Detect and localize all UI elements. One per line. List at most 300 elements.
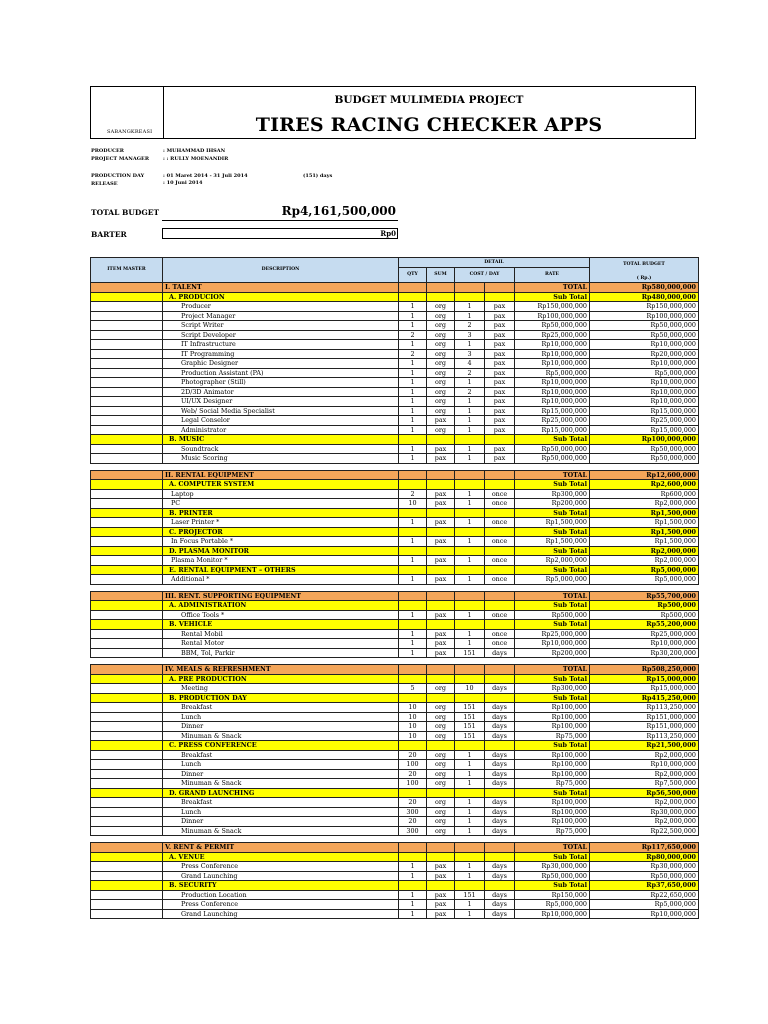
item-period: days — [485, 712, 515, 722]
item-rate: Rp200,000 — [515, 499, 590, 509]
qty-cell — [399, 527, 427, 537]
item-unit: pax — [427, 610, 455, 620]
item-master-cell — [91, 397, 163, 407]
item-rate: Rp100,000 — [515, 817, 590, 827]
barter-label: BARTER — [91, 230, 127, 239]
header-box — [90, 86, 696, 139]
total-budget-underline — [162, 220, 398, 221]
item-rate: Rp10,000,000 — [515, 397, 590, 407]
item-unit: pax — [427, 862, 455, 872]
item-period: once — [485, 629, 515, 639]
item-rate: Rp1,500,000 — [515, 518, 590, 528]
item-qty: 1 — [399, 454, 427, 464]
item-count: 151 — [455, 731, 485, 741]
item-period: days — [485, 862, 515, 872]
item-unit: org — [427, 349, 455, 359]
item-total: Rp10,000,000 — [590, 909, 699, 919]
item-count: 151 — [455, 703, 485, 713]
item-unit: org — [427, 817, 455, 827]
item-master-cell — [91, 406, 163, 416]
item-master-cell — [91, 435, 163, 445]
cost-day-cell — [455, 591, 485, 601]
item-period: pax — [485, 340, 515, 350]
document-title: TIRES RACING CHECKER APPS — [255, 114, 603, 136]
item-description: Dinner — [163, 769, 399, 779]
item-unit: pax — [427, 556, 455, 566]
subtotal-value: Rp2,000,000 — [590, 546, 699, 556]
sum-cell — [427, 283, 455, 293]
item-master-cell — [91, 311, 163, 321]
item-period: once — [485, 537, 515, 547]
item-total: Rp2,000,000 — [590, 499, 699, 509]
item-total: Rp151,000,000 — [590, 722, 699, 732]
item-total: Rp50,000,000 — [590, 454, 699, 464]
item-qty: 1 — [399, 537, 427, 547]
item-unit: pax — [427, 444, 455, 454]
subsection-title: B. MUSIC — [163, 435, 399, 445]
item-description: Graphic Designer — [163, 359, 399, 369]
item-qty: 1 — [399, 406, 427, 416]
item-qty: 1 — [399, 871, 427, 881]
item-master-cell — [91, 480, 163, 490]
table-row — [91, 760, 699, 770]
item-count: 1 — [455, 779, 485, 789]
item-rate: Rp25,000,000 — [515, 629, 590, 639]
total-budget-label: TOTAL BUDGET — [91, 208, 160, 217]
cost-day-cell — [455, 620, 485, 630]
item-period: pax — [485, 454, 515, 464]
item-period: days — [485, 722, 515, 732]
cost-day-cell — [455, 565, 485, 575]
subtotal-value: Rp1,500,000 — [590, 508, 699, 518]
item-master-cell — [91, 537, 163, 547]
table-row — [91, 769, 699, 779]
item-period: pax — [485, 349, 515, 359]
subtotal-value: Rp5,000,000 — [590, 565, 699, 575]
sum-cell — [427, 788, 455, 798]
table-row — [91, 575, 699, 585]
item-unit: pax — [427, 871, 455, 881]
subsection-title: A. ADMINISTRATION — [163, 601, 399, 611]
item-total: Rp500,000 — [590, 610, 699, 620]
item-total: Rp5,000,000 — [590, 900, 699, 910]
item-unit: org — [427, 359, 455, 369]
item-rate: Rp100,000 — [515, 750, 590, 760]
subtotal-value: Rp500,000 — [590, 601, 699, 611]
item-qty: 1 — [399, 639, 427, 649]
item-master-cell — [91, 359, 163, 369]
item-description: BBM, Tol, Parkir — [163, 648, 399, 658]
sum-cell — [427, 292, 455, 302]
item-period: pax — [485, 311, 515, 321]
unit-cell — [485, 480, 515, 490]
item-count: 2 — [455, 387, 485, 397]
sum-cell — [427, 435, 455, 445]
item-qty: 1 — [399, 610, 427, 620]
item-master-cell — [91, 693, 163, 703]
item-master-cell — [91, 665, 163, 675]
unit-cell — [485, 674, 515, 684]
item-count: 1 — [455, 871, 485, 881]
item-unit: pax — [427, 575, 455, 585]
qty-cell — [399, 693, 427, 703]
item-total: Rp50,000,000 — [590, 321, 699, 331]
header-row-top — [91, 258, 699, 268]
spacer-row — [91, 836, 699, 843]
table-row — [91, 378, 699, 388]
item-qty: 1 — [399, 900, 427, 910]
item-count: 1 — [455, 900, 485, 910]
item-master-cell — [91, 712, 163, 722]
item-rate: Rp50,000,000 — [515, 321, 590, 331]
item-total: Rp1,500,000 — [590, 537, 699, 547]
item-master-cell — [91, 648, 163, 658]
item-master-cell — [91, 817, 163, 827]
table-row — [91, 518, 699, 528]
item-qty: 1 — [399, 416, 427, 426]
section-total-value: Rp508,250,000 — [590, 665, 699, 675]
subtotal-label: Sub Total — [515, 741, 590, 751]
item-qty: 2 — [399, 349, 427, 359]
item-master-cell — [91, 769, 163, 779]
item-unit: org — [427, 406, 455, 416]
item-count: 151 — [455, 712, 485, 722]
item-unit: org — [427, 378, 455, 388]
item-description: PC — [163, 499, 399, 509]
item-qty: 1 — [399, 359, 427, 369]
item-qty: 2 — [399, 330, 427, 340]
item-qty: 1 — [399, 368, 427, 378]
item-description: Rental Motor — [163, 639, 399, 649]
item-master-cell — [91, 546, 163, 556]
table-row — [91, 731, 699, 741]
subtotal-row — [91, 546, 699, 556]
item-qty: 1 — [399, 518, 427, 528]
item-rate: Rp30,000,000 — [515, 862, 590, 872]
sum-cell — [427, 852, 455, 862]
item-count: 1 — [455, 444, 485, 454]
item-total: Rp20,000,000 — [590, 349, 699, 359]
item-count: 1 — [455, 556, 485, 566]
subtotal-value: Rp100,000,000 — [590, 435, 699, 445]
item-total: Rp30,200,000 — [590, 648, 699, 658]
item-unit: org — [427, 731, 455, 741]
subtotal-value: Rp37,650,000 — [590, 881, 699, 891]
subsection-title: B. PRODUCTION DAY — [163, 693, 399, 703]
item-qty: 10 — [399, 712, 427, 722]
item-period: pax — [485, 444, 515, 454]
item-description: Office Tools * — [163, 610, 399, 620]
item-total: Rp5,000,000 — [590, 575, 699, 585]
item-period: pax — [485, 387, 515, 397]
release-label: RELEASE — [91, 181, 118, 187]
table-row — [91, 489, 699, 499]
unit-cell — [485, 881, 515, 891]
table-row — [91, 826, 699, 836]
item-unit: org — [427, 368, 455, 378]
subsection-title: B. PRINTER — [163, 508, 399, 518]
item-unit: pax — [427, 499, 455, 509]
item-master-cell — [91, 283, 163, 293]
item-master-cell — [91, 807, 163, 817]
item-master-cell — [91, 302, 163, 312]
item-master-cell — [91, 620, 163, 630]
item-description: Photographer (Still) — [163, 378, 399, 388]
cost-day-cell — [455, 601, 485, 611]
cost-day-cell — [455, 470, 485, 480]
table-row — [91, 817, 699, 827]
item-rate: Rp10,000,000 — [515, 909, 590, 919]
table-row — [91, 537, 699, 547]
item-description: Legal Conselor — [163, 416, 399, 426]
item-total: Rp2,000,000 — [590, 817, 699, 827]
section-total-value: Rp55,700,000 — [590, 591, 699, 601]
subtotal-label: Sub Total — [515, 674, 590, 684]
item-period: pax — [485, 416, 515, 426]
table-row — [91, 454, 699, 464]
item-rate: Rp75,000 — [515, 779, 590, 789]
qty-cell — [399, 591, 427, 601]
qty-cell — [399, 292, 427, 302]
item-description: Project Manager — [163, 311, 399, 321]
table-row — [91, 890, 699, 900]
table-row — [91, 807, 699, 817]
item-master-cell — [91, 601, 163, 611]
subtotal-value: Rp80,000,000 — [590, 852, 699, 862]
item-rate: Rp100,000 — [515, 722, 590, 732]
qty-cell — [399, 435, 427, 445]
cost-day-cell — [455, 283, 485, 293]
item-period: pax — [485, 330, 515, 340]
table-row — [91, 340, 699, 350]
item-total: Rp50,000,000 — [590, 871, 699, 881]
table-row — [91, 862, 699, 872]
item-period: days — [485, 703, 515, 713]
item-total: Rp25,000,000 — [590, 416, 699, 426]
item-rate: Rp150,000,000 — [515, 302, 590, 312]
item-qty: 300 — [399, 807, 427, 817]
item-unit: pax — [427, 629, 455, 639]
item-total: Rp1,500,000 — [590, 518, 699, 528]
item-qty: 10 — [399, 722, 427, 732]
item-description: Dinner — [163, 722, 399, 732]
item-rate: Rp15,000,000 — [515, 406, 590, 416]
item-master-cell — [91, 684, 163, 694]
item-description: Breakfast — [163, 798, 399, 808]
item-master-cell — [91, 591, 163, 601]
subsection-title: E. RENTAL EQUIPMENT – OTHERS — [163, 565, 399, 575]
item-count: 10 — [455, 684, 485, 694]
item-period: days — [485, 779, 515, 789]
item-count: 4 — [455, 359, 485, 369]
item-master-cell — [91, 826, 163, 836]
logo-cell — [91, 87, 164, 138]
item-unit: org — [427, 425, 455, 435]
item-count: 1 — [455, 862, 485, 872]
item-period: days — [485, 817, 515, 827]
item-rate: Rp10,000,000 — [515, 378, 590, 388]
item-master-cell — [91, 527, 163, 537]
item-period: days — [485, 731, 515, 741]
item-rate: Rp50,000,000 — [515, 444, 590, 454]
item-qty: 20 — [399, 750, 427, 760]
item-unit: org — [427, 712, 455, 722]
total-label: TOTAL — [515, 843, 590, 853]
subtotal-value: Rp15,000,000 — [590, 674, 699, 684]
item-master-cell — [91, 674, 163, 684]
item-master-cell — [91, 508, 163, 518]
sum-cell — [427, 693, 455, 703]
unit-cell — [485, 283, 515, 293]
item-master-cell — [91, 750, 163, 760]
table-row — [91, 330, 699, 340]
qty-cell — [399, 881, 427, 891]
cost-day-cell — [455, 435, 485, 445]
subtotal-row — [91, 788, 699, 798]
subtotal-value: Rp2,600,000 — [590, 480, 699, 490]
item-unit: org — [427, 302, 455, 312]
item-unit: org — [427, 779, 455, 789]
unit-cell — [485, 665, 515, 675]
item-period: days — [485, 798, 515, 808]
item-unit: pax — [427, 518, 455, 528]
item-master-cell — [91, 454, 163, 464]
subtotal-row — [91, 601, 699, 611]
item-rate: Rp25,000,000 — [515, 416, 590, 426]
item-master-cell — [91, 518, 163, 528]
item-count: 1 — [455, 340, 485, 350]
item-master-cell — [91, 575, 163, 585]
item-qty: 1 — [399, 302, 427, 312]
item-total: Rp10,000,000 — [590, 378, 699, 388]
cost-day-cell — [455, 674, 485, 684]
item-rate: Rp15,000,000 — [515, 425, 590, 435]
item-rate: Rp5,000,000 — [515, 575, 590, 585]
cost-day-cell — [455, 546, 485, 556]
item-qty: 20 — [399, 769, 427, 779]
subtotal-label: Sub Total — [515, 788, 590, 798]
table-row — [91, 684, 699, 694]
item-description: Breakfast — [163, 750, 399, 760]
item-period: once — [485, 575, 515, 585]
item-period: days — [485, 890, 515, 900]
sum-cell — [427, 741, 455, 751]
item-unit: org — [427, 340, 455, 350]
item-master-cell — [91, 349, 163, 359]
item-rate: Rp100,000 — [515, 760, 590, 770]
table-row — [91, 556, 699, 566]
item-rate: Rp75,000 — [515, 731, 590, 741]
item-description: Grand Launching — [163, 909, 399, 919]
item-description: Lunch — [163, 807, 399, 817]
item-unit: org — [427, 807, 455, 817]
item-rate: Rp100,000 — [515, 703, 590, 713]
item-total: Rp10,000,000 — [590, 359, 699, 369]
item-description: Production Location — [163, 890, 399, 900]
section-title: III. RENT. SUPPORTING EQUIPMENT — [163, 591, 399, 601]
item-total: Rp10,000,000 — [590, 639, 699, 649]
item-unit: org — [427, 722, 455, 732]
item-master-cell — [91, 425, 163, 435]
item-total: Rp25,000,000 — [590, 629, 699, 639]
item-qty: 10 — [399, 703, 427, 713]
subtotal-label: Sub Total — [515, 546, 590, 556]
item-total: Rp2,000,000 — [590, 798, 699, 808]
subsection-title: A. COMPUTER SYSTEM — [163, 480, 399, 490]
item-master-cell — [91, 731, 163, 741]
item-count: 1 — [455, 909, 485, 919]
item-description: Meeting — [163, 684, 399, 694]
sum-cell — [427, 527, 455, 537]
item-unit: org — [427, 321, 455, 331]
sum-cell — [427, 470, 455, 480]
item-rate: Rp75,000 — [515, 826, 590, 836]
item-period: pax — [485, 302, 515, 312]
item-period: days — [485, 684, 515, 694]
subtotal-label: Sub Total — [515, 693, 590, 703]
cost-day-cell — [455, 788, 485, 798]
qty-cell — [399, 741, 427, 751]
subtotal-value: Rp1,500,000 — [590, 527, 699, 537]
item-master-cell — [91, 321, 163, 331]
item-rate: Rp5,000,000 — [515, 368, 590, 378]
sum-cell — [427, 508, 455, 518]
item-count: 1 — [455, 425, 485, 435]
item-rate: Rp100,000,000 — [515, 311, 590, 321]
section-title: II. RENTAL EQUIPMENT — [163, 470, 399, 480]
item-total: Rp113,250,000 — [590, 731, 699, 741]
item-count: 2 — [455, 368, 485, 378]
item-description: UI/UX Designer — [163, 397, 399, 407]
item-period: days — [485, 750, 515, 760]
item-qty: 1 — [399, 862, 427, 872]
barter-value: Rp0 — [162, 228, 398, 239]
item-period: once — [485, 639, 515, 649]
item-description: Production Assistant (PA) — [163, 368, 399, 378]
sum-cell — [427, 620, 455, 630]
item-master-cell — [91, 565, 163, 575]
subtotal-row — [91, 852, 699, 862]
subtotal-value: Rp55,200,000 — [590, 620, 699, 630]
subtotal-value: Rp480,000,000 — [590, 292, 699, 302]
unit-cell — [485, 546, 515, 556]
item-qty: 2 — [399, 489, 427, 499]
subsection-title: D. GRAND LAUNCHING — [163, 788, 399, 798]
item-rate: Rp5,000,000 — [515, 900, 590, 910]
unit-cell — [485, 591, 515, 601]
item-description: Script Writer — [163, 321, 399, 331]
item-master-cell — [91, 788, 163, 798]
cost-day-cell — [455, 508, 485, 518]
qty-cell — [399, 665, 427, 675]
item-rate: Rp10,000,000 — [515, 639, 590, 649]
item-master-cell — [91, 330, 163, 340]
spacer-cell — [91, 658, 699, 665]
qty-cell — [399, 852, 427, 862]
item-master-cell — [91, 881, 163, 891]
item-description: IT Infrastructure — [163, 340, 399, 350]
item-period: pax — [485, 397, 515, 407]
item-master-cell — [91, 703, 163, 713]
table-row — [91, 798, 699, 808]
subtotal-label: Sub Total — [515, 292, 590, 302]
subsection-title: A. PRODUCION — [163, 292, 399, 302]
subtotal-label: Sub Total — [515, 881, 590, 891]
subtotal-row — [91, 741, 699, 751]
spacer-row — [91, 658, 699, 665]
item-qty: 5 — [399, 684, 427, 694]
item-description: Lunch — [163, 760, 399, 770]
